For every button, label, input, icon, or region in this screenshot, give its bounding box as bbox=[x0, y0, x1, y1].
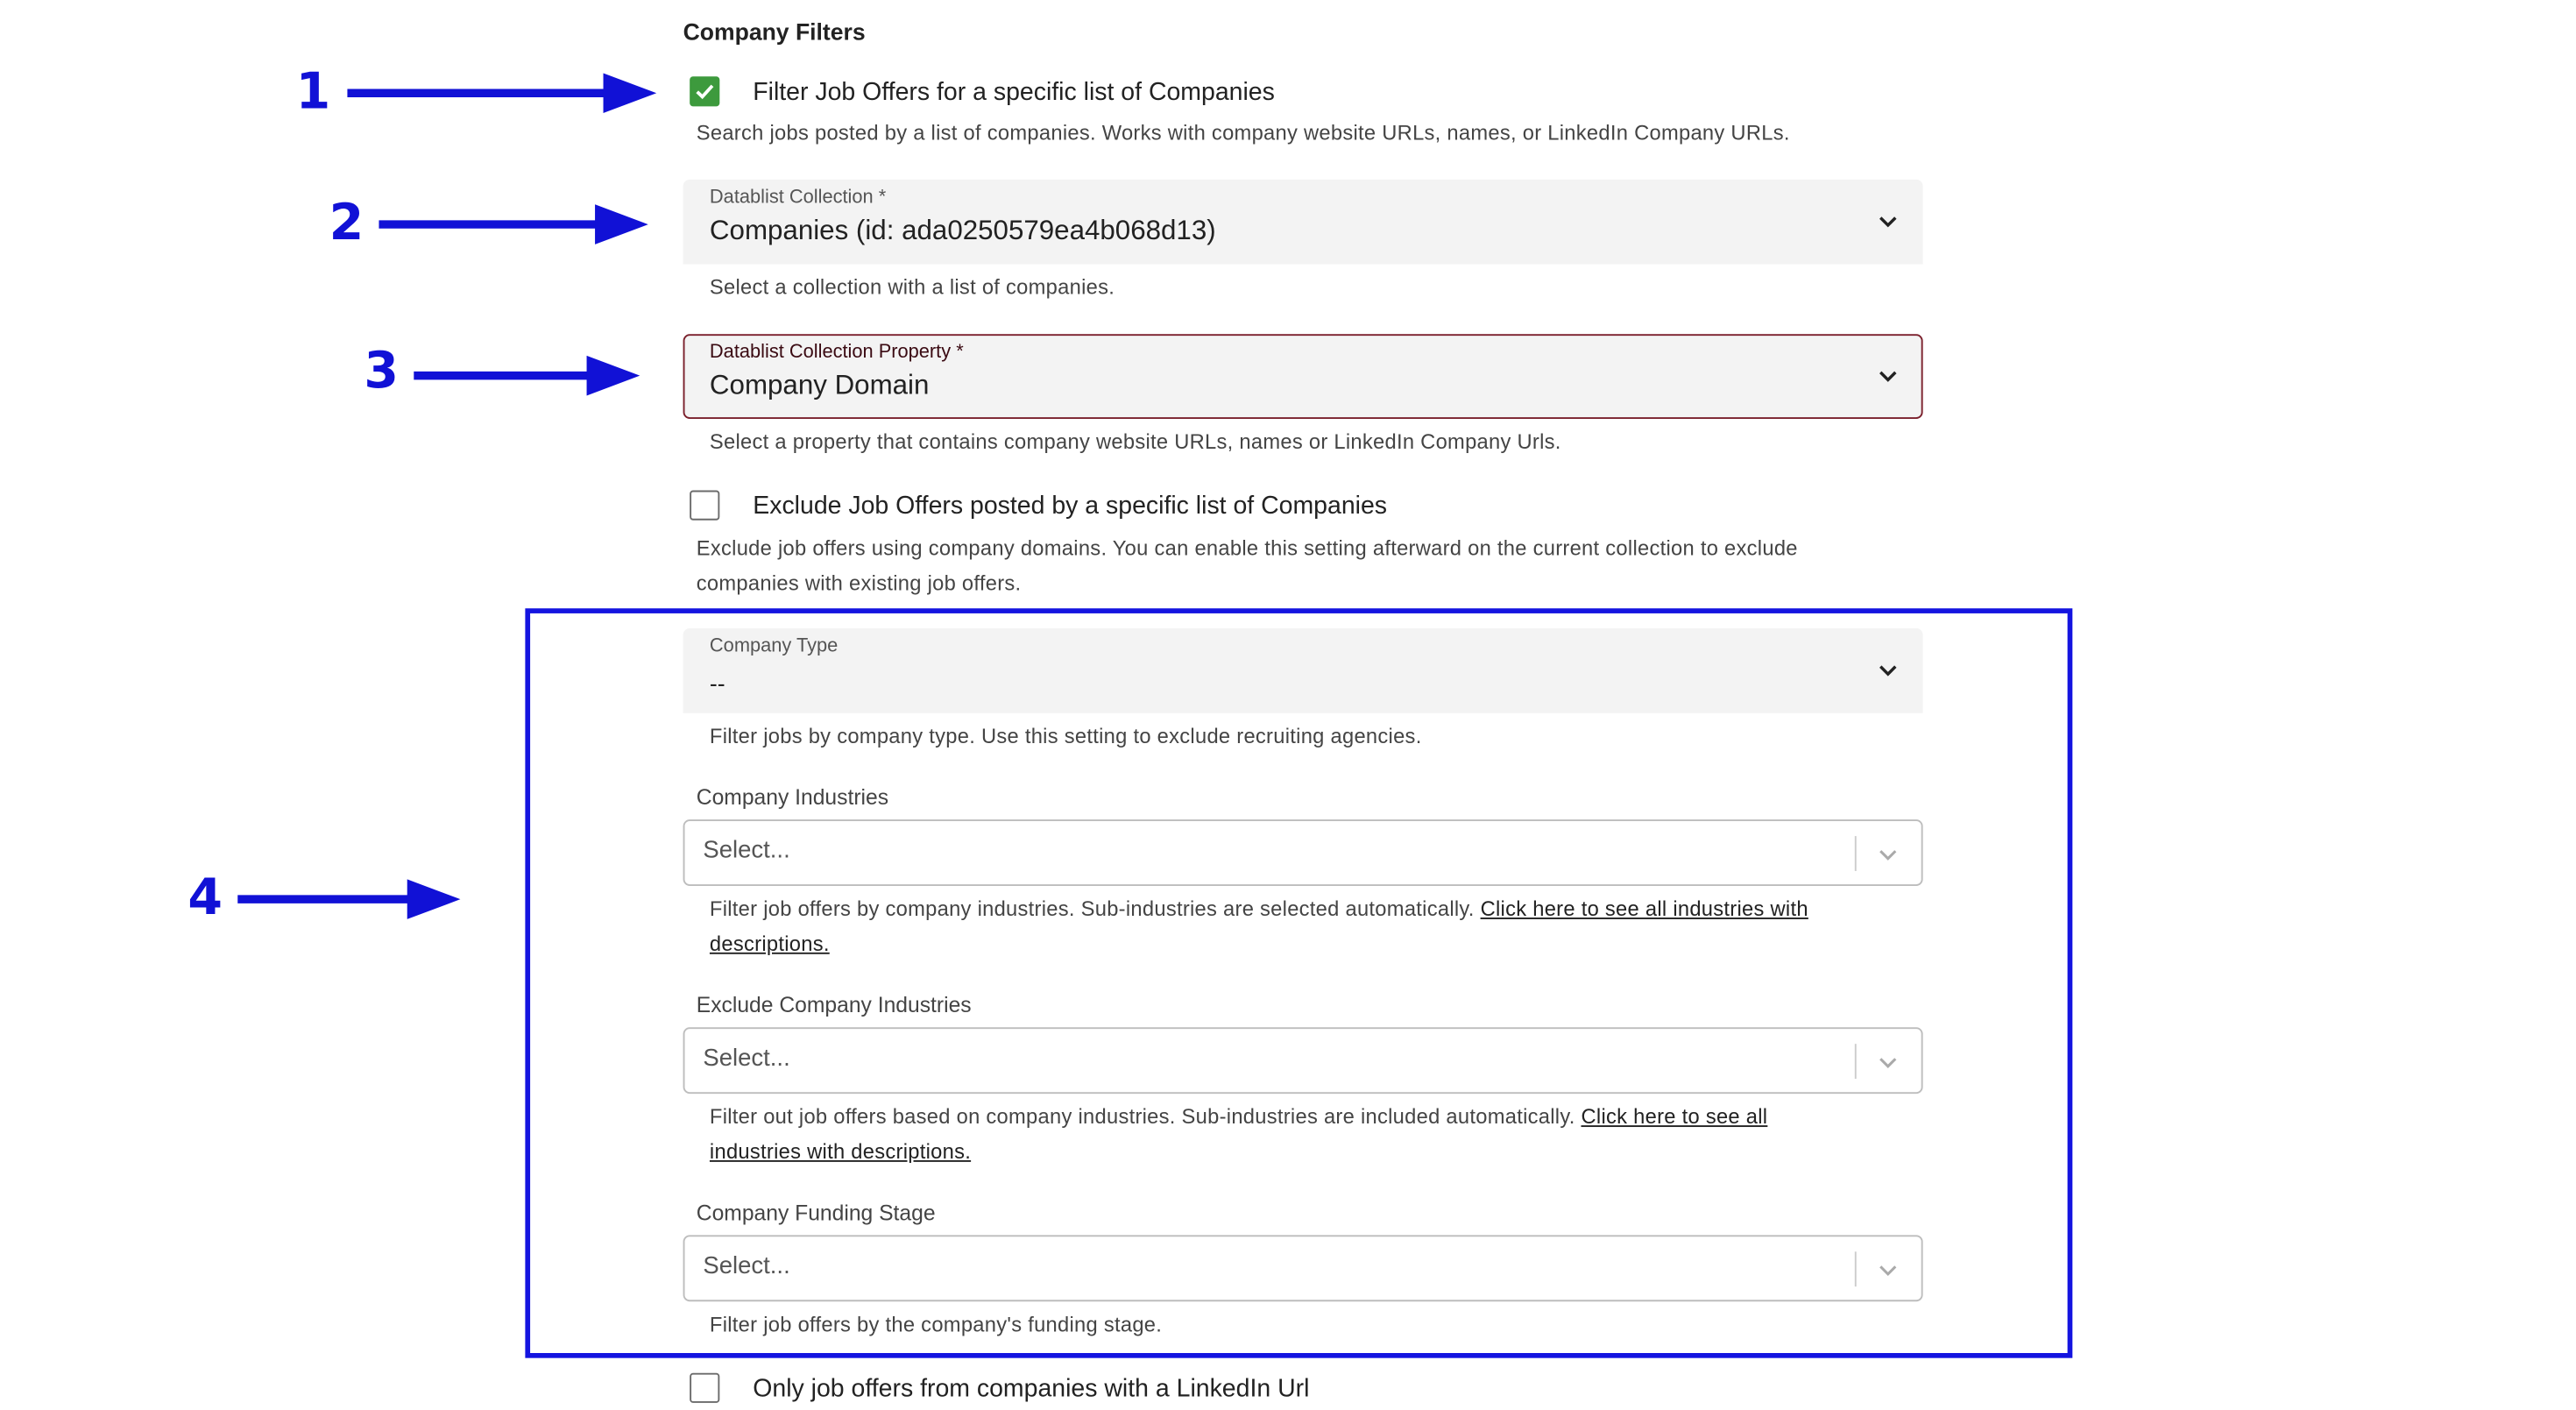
datablist-property-label: Datablist Collection Property * bbox=[709, 342, 964, 363]
company-type-value: -- bbox=[709, 670, 725, 697]
exclude-companies-label: Exclude Job Offers posted by a specific list of Companies bbox=[753, 491, 1388, 520]
funding-stage-select[interactable] bbox=[683, 1235, 1923, 1301]
exclude-companies-checkbox[interactable] bbox=[690, 491, 719, 521]
section-title: Company Filters bbox=[683, 18, 866, 46]
select-separator bbox=[1855, 836, 1857, 871]
exclude-companies-help: Exclude job offers using company domains. You can enable this setting afterward on the current collection to exclude companies with existing job offers. bbox=[696, 536, 1798, 596]
annotation-number-2: 2 bbox=[329, 194, 364, 253]
exclude-companies-row[interactable] bbox=[690, 489, 1387, 522]
funding-stage-label: Company Funding Stage bbox=[696, 1200, 936, 1225]
filter-companies-checkbox[interactable] bbox=[690, 76, 719, 106]
exclude-industries-help: Filter out job offers based on company industries. Sub-industries are included automatically. Click here to see all industries with descriptions. bbox=[709, 1105, 1768, 1164]
datablist-property-select[interactable] bbox=[683, 334, 1923, 419]
company-industries-placeholder: Select... bbox=[703, 837, 790, 865]
arrow-right-icon bbox=[347, 70, 662, 120]
datablist-collection-help: Select a collection with a list of companies. bbox=[709, 275, 1115, 300]
annotation-number-4: 4 bbox=[188, 869, 223, 928]
datablist-property-help: Select a property that contains company website URLs, names or LinkedIn Company Urls. bbox=[709, 430, 1561, 454]
exclude-industries-label: Exclude Company Industries bbox=[696, 992, 972, 1017]
datablist-collection-select[interactable] bbox=[683, 180, 1923, 265]
datablist-property-value: Company Domain bbox=[709, 370, 930, 401]
check-icon bbox=[693, 80, 717, 103]
chevron-down-icon[interactable] bbox=[1876, 843, 1900, 867]
company-type-help: Filter jobs by company type. Use this setting to exclude recruiting agencies. bbox=[709, 725, 1422, 748]
exclude-industries-placeholder: Select... bbox=[703, 1045, 790, 1073]
arrow-right-icon bbox=[379, 202, 653, 252]
arrow-right-icon bbox=[414, 352, 647, 402]
company-industries-select[interactable] bbox=[683, 819, 1923, 886]
exclude-industries-select[interactable] bbox=[683, 1027, 1923, 1094]
filter-companies-row[interactable] bbox=[690, 74, 1275, 108]
funding-stage-help: Filter job offers by the company's funding stage. bbox=[709, 1313, 1163, 1337]
industries-link-cont[interactable]: descriptions. bbox=[709, 932, 830, 956]
chevron-down-icon[interactable] bbox=[1876, 1258, 1900, 1282]
chevron-down-icon bbox=[1876, 658, 1900, 682]
annotation-number-3: 3 bbox=[364, 342, 399, 401]
chevron-down-icon bbox=[1876, 209, 1900, 233]
arrow-right-icon bbox=[237, 876, 465, 926]
exclude-industries-link[interactable]: Click here to see all bbox=[1581, 1105, 1768, 1129]
annotation-number-1: 1 bbox=[295, 63, 331, 122]
company-type-label: Company Type bbox=[709, 636, 839, 657]
datablist-collection-label: Datablist Collection * bbox=[709, 188, 887, 209]
chevron-down-icon bbox=[1876, 364, 1900, 387]
linkedin-only-label: Only job offers from companies with a LinkedIn Url bbox=[753, 1373, 1310, 1402]
select-separator bbox=[1855, 1251, 1857, 1286]
exclude-industries-link-cont[interactable]: industries with descriptions. bbox=[709, 1140, 972, 1164]
company-type-select[interactable] bbox=[683, 628, 1923, 713]
filter-companies-label: Filter Job Offers for a specific list of Companies bbox=[753, 77, 1275, 106]
company-industries-help: Filter job offers by company industries. Sub-industries are selected automatically. Click here to see all industries with descriptions. bbox=[709, 897, 1808, 956]
datablist-collection-value: Companies (id: ada0250579ea4b068d13) bbox=[709, 216, 1216, 246]
select-separator bbox=[1855, 1044, 1857, 1079]
chevron-down-icon[interactable] bbox=[1876, 1051, 1900, 1074]
funding-stage-placeholder: Select... bbox=[703, 1253, 790, 1280]
linkedin-only-row[interactable] bbox=[690, 1371, 1309, 1405]
filter-companies-help: Search jobs posted by a list of companies. Works with company website URLs, names, or LinkedIn Company URLs. bbox=[696, 121, 1790, 145]
company-industries-label: Company Industries bbox=[696, 784, 889, 810]
industries-link[interactable]: Click here to see all industries with bbox=[1480, 897, 1808, 921]
